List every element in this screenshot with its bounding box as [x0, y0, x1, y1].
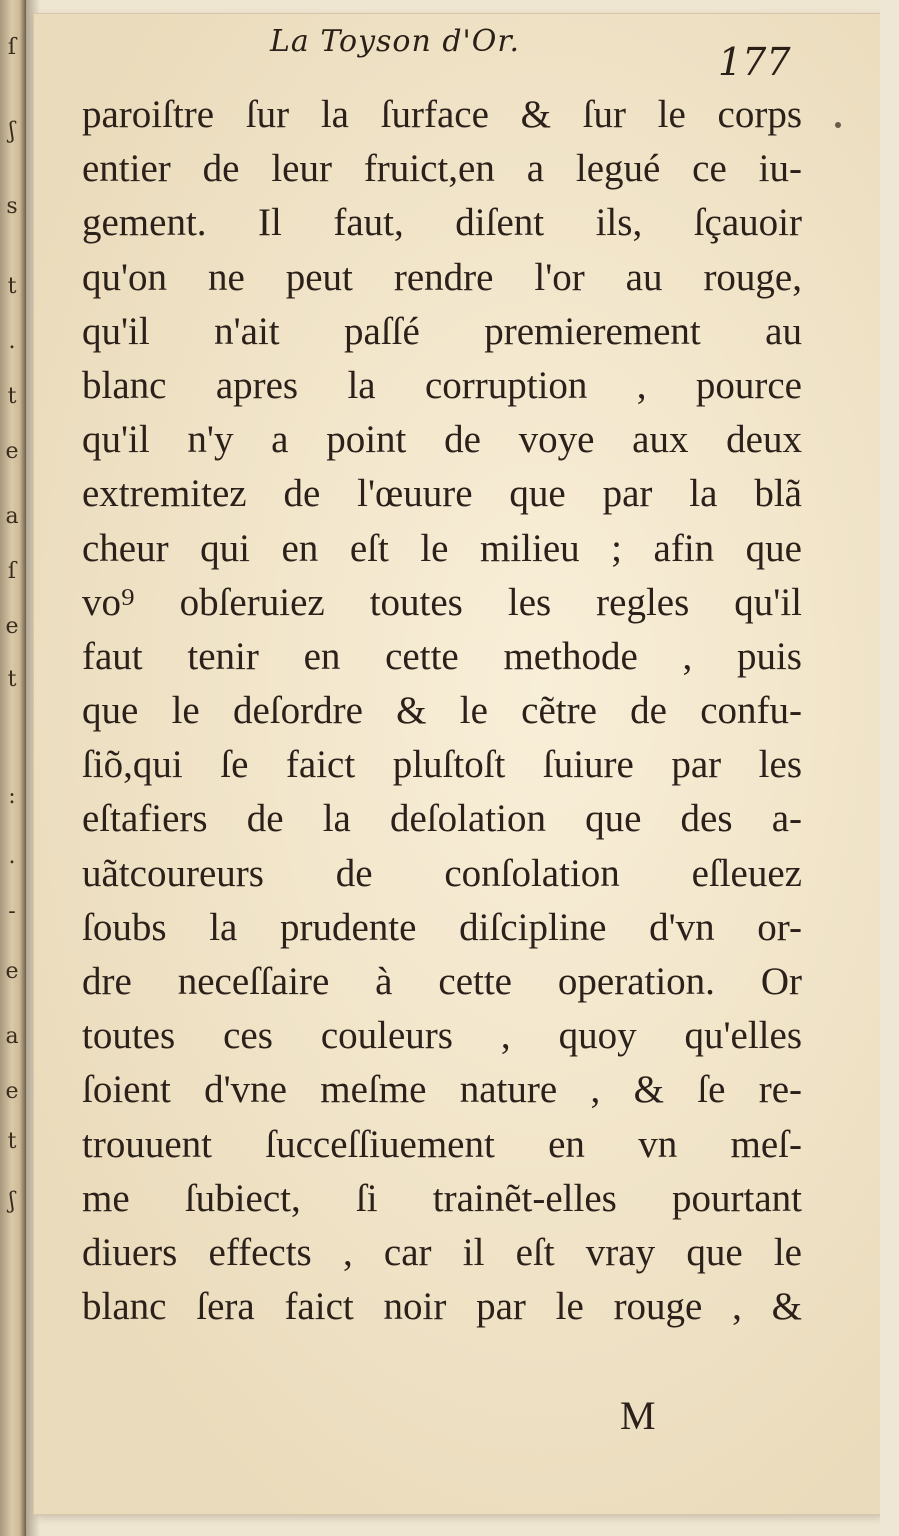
facing-page-letter: e: [5, 614, 19, 639]
text-line: eſtafiers de la deſolation que des a-: [82, 797, 802, 841]
facing-page-letter: t: [7, 667, 17, 692]
text-line: toutes ces couleurs , quoy qu'elles: [82, 1014, 802, 1058]
facing-page-letter: .: [8, 329, 16, 354]
text-line: vo⁹ obſeruiez toutes les regles qu'il: [82, 580, 802, 624]
facing-page-letter: :: [8, 784, 16, 809]
text-line: cheur qui en eſt le milieu ; afin que: [82, 526, 802, 570]
facing-page-letters: [2, 0, 22, 1536]
text-line: trouuent ſucceſſiuement en vn meſ-: [82, 1122, 802, 1166]
text-line: diuers effects , car il eſt vray que le: [82, 1230, 802, 1274]
facing-page-letter: t: [7, 384, 17, 409]
ink-speck: [835, 122, 841, 128]
text-line: qu'il n'ait paſſé premierement au: [82, 309, 802, 353]
scan-margin: [880, 0, 899, 1536]
facing-page-letter: -: [8, 899, 16, 924]
text-line: extremitez de l'œuure que par la blã: [82, 472, 802, 516]
facing-page-edge: [0, 0, 26, 1536]
facing-page-letter: ſ: [7, 35, 17, 60]
text-line: ſiõ,qui ſe faict pluſtoſt ſuiure par les: [82, 743, 802, 787]
facing-page-letter: a: [5, 504, 19, 529]
body-text: [82, 88, 802, 1334]
facing-page-letter: e: [5, 439, 19, 464]
running-head: La Toyson d'Or.: [270, 24, 520, 59]
catchword: M: [620, 1393, 656, 1438]
text-line: faut tenir en cette methode , puis: [82, 634, 802, 678]
text-line: blanc ſera faict noir par le rouge , &: [82, 1285, 802, 1329]
page-number: 177: [718, 40, 791, 84]
facing-page-letter: e: [5, 1079, 19, 1104]
facing-page-letter: t: [7, 274, 17, 299]
text-line: paroiſtre ſur la ſurface & ſur le corps: [82, 93, 802, 136]
facing-page-letter: .: [8, 844, 16, 869]
facing-page-letter: ʃ: [9, 119, 15, 144]
facing-page-letter: ʃ: [9, 1189, 15, 1214]
text-line: qu'on ne peut rendre l'or au rouge,: [82, 255, 802, 299]
text-line: uãtcoureurs de conſolation eſleuez: [82, 851, 802, 895]
facing-page-letter: a: [5, 1024, 19, 1049]
text-line: entier de leur fruict,en a legué ce iu-: [82, 147, 802, 191]
facing-page-letter: ſ: [7, 559, 17, 584]
text-line: que le deſordre & le cẽtre de confu-: [82, 689, 802, 733]
text-line: ſoient d'vne meſme nature , & ſe re-: [82, 1068, 802, 1112]
facing-page-letter: e: [5, 959, 19, 984]
facing-page-letter: t: [7, 1129, 17, 1154]
text-line: gement. Il faut, diſent ils, ſçauoir: [82, 201, 802, 245]
text-line: me ſubiect, ſi trainẽt-elles pourtant: [82, 1176, 802, 1220]
text-line: dre neceſſaire à cette operation. Or: [82, 960, 802, 1003]
text-line: ſoubs la prudente diſcipline d'vn or-: [82, 905, 802, 949]
facing-page-letter: s: [6, 194, 18, 219]
text-line: blanc apres la corruption , pource: [82, 363, 802, 407]
text-line: qu'il n'y a point de voye aux deux: [82, 418, 802, 462]
